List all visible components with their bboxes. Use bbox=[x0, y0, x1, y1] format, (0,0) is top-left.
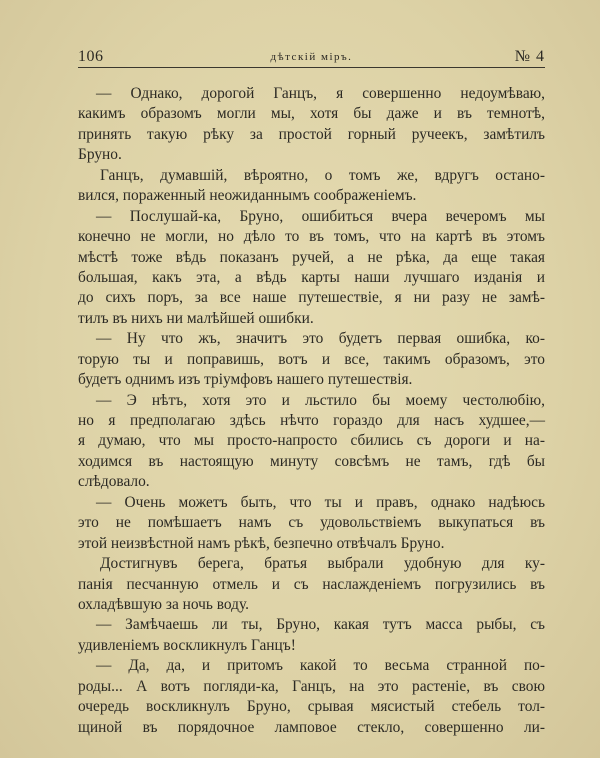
text-line: роды... А вотъ погляди-ка, Ганцъ, на это растеніе, въ свою bbox=[78, 677, 545, 695]
issue-number: № 4 bbox=[514, 48, 545, 65]
text-line: — Ну что жъ, значитъ это будетъ первая ошибка, ко- bbox=[96, 330, 545, 348]
body-text bbox=[78, 84, 545, 738]
text-line: принять такую рѣку за простой горный ручеекъ, замѣтилъ bbox=[78, 125, 545, 143]
header-rule bbox=[78, 67, 545, 68]
text-line: — Однако, дорогой Ганцъ, я совершенно недоумѣваю, bbox=[96, 85, 545, 102]
text-line: — Очень можетъ быть, что ты и правъ, однако надѣюсь bbox=[96, 493, 545, 511]
text-line: ходимся въ настоящую минуту совсѣмъ не тамъ, гдѣ бы bbox=[78, 452, 545, 470]
text-line: тилъ въ нихъ ни малѣйшей ошибки. bbox=[78, 309, 314, 327]
text-line: но я предполагаю здѣсь нѣчто гораздо для насъ худшее,— bbox=[78, 412, 545, 429]
text-line: слѣдовало. bbox=[78, 473, 150, 491]
text-line: щиной въ порядочное ламповое стекло, совершенно ли- bbox=[78, 718, 545, 736]
text-line: торую ты и поправишь, вотъ и все, такимъ образомъ, это bbox=[78, 350, 545, 368]
text-line: — Да, да, и притомъ какой то весьма странной по- bbox=[96, 657, 545, 675]
text-line: Ганцъ, думавшій, вѣроятно, о томъ же, вдругъ остано- bbox=[100, 166, 545, 184]
page-number: 106 bbox=[78, 48, 104, 65]
page-header bbox=[78, 46, 545, 68]
text-line: удивленіемъ воскликнулъ Ганцъ! bbox=[78, 636, 296, 654]
text-line: будетъ однимъ изъ тріумфовъ нашего путешествія. bbox=[78, 371, 413, 389]
text-line: вился, пораженный неожиданнымъ соображеніемъ. bbox=[78, 187, 417, 205]
text-line: большая, какъ эта, а вѣдь карты наши лучшаго изданія и bbox=[78, 268, 545, 286]
text-line: конечно не могли, но дѣло то въ томъ, что на картѣ въ этомъ bbox=[78, 228, 545, 246]
text-line: мѣстѣ тоже вѣдь показанъ ручей, а не рѣка, да еще такая bbox=[78, 248, 545, 266]
text-line: Бруно. bbox=[78, 146, 122, 164]
text-line: это не помѣшаетъ намъ съ удовольствіемъ выкупаться въ bbox=[78, 514, 545, 532]
text-line: — Послушай-ка, Бруно, ошибиться вчера вечеромъ мы bbox=[96, 207, 545, 225]
text-line: охладѣвшую за ночь воду. bbox=[78, 595, 250, 613]
text-line: этой неизвѣстной намъ рѣкѣ, безпечно отвѣчалъ Бруно. bbox=[78, 534, 445, 552]
text-line: какимъ образомъ могли мы, хотя бы даже и въ темнотѣ, bbox=[78, 105, 545, 123]
text-line: я думаю, что мы просто-напросто сбились съ дороги и на- bbox=[78, 432, 545, 450]
text-line: Достигнувъ берега, братья выбрали удобную для ку- bbox=[100, 555, 545, 573]
running-title: дѣтскій міръ. bbox=[270, 51, 353, 63]
text-line: — Э нѣтъ, хотя это и льстило бы моему честолюбію, bbox=[96, 391, 545, 409]
text-line: панія песчанную отмель и съ наслажденіемъ погрузились въ bbox=[78, 575, 545, 593]
text-line: — Замѣчаешь ли ты, Бруно, какая тутъ масса рыбы, съ bbox=[96, 616, 545, 634]
text-line: до сихъ поръ, за все наше путешествіе, я ни разу не замѣ- bbox=[78, 289, 545, 307]
text-line: очередь воскликнулъ Бруно, срывая мясистый стебель тол- bbox=[78, 698, 545, 716]
